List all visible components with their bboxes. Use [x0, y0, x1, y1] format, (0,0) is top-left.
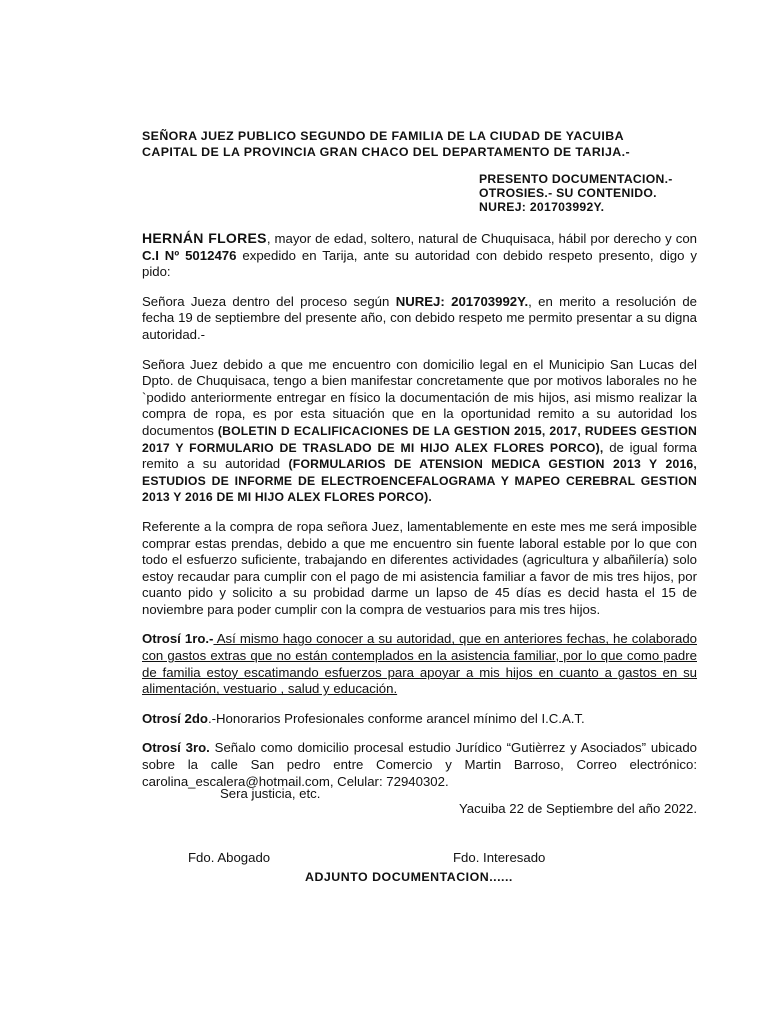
paragraph-1-text-2: , en merito a resolución de fecha 19 de septiembre del presente año, con debido respeto me permito presentar a su digna autoridad.- — [142, 293, 697, 342]
document-heading — [142, 128, 697, 160]
reference-line-3: NUREJ: 201703992Y. — [479, 200, 605, 214]
otrosi-2 — [142, 711, 697, 728]
otrosi-3 — [142, 740, 697, 790]
otrosi-1-text: Así mismo hago conocer a su autoridad, que en anteriores fechas, he colaborado con gastos extras que no están contemplados en la asistencia familiar, por lo que como padre de familia estoy escatimando esfuerzos para apoyar a mis hijos en cuanto a gastos en su alimentación, vestuario , salud y educación. — [142, 631, 697, 697]
nurej-number: NUREJ: 201703992Y. — [395, 293, 529, 309]
documents-list-2: (FORMULARIOS DE ATENSION MEDICA GESTION 2013 Y 2016, ESTUDIOS DE INFORME DE ELECTROENCEFALOGRAMA Y MAPEO CEREBRAL GESTION 2013 Y 2016 DE MI HIJO ALEX FLORES PORCO). — [142, 457, 697, 505]
paragraph-1 — [142, 294, 697, 344]
otrosi-3-label: Otrosí 3ro. — [142, 740, 210, 756]
reference-block — [479, 172, 697, 214]
paragraph-2-text-1: Señora Juez debido a que me encuentro con domicilio legal en el Municipio San Lucas del Dpto. de Chuquisaca, tengo a bien manifestar concretamente que por motivos laborales no he `podido anteriormente entregar en físico la documentación de mis hijos, asi mismo realizar la compra de ropa, es por esta situación que en la oportunidad remito a su autoridad los documentos — [142, 356, 697, 438]
petitioner-name: HERNÁN FLORES — [142, 230, 267, 246]
closing-formula: Sera justicia, etc. — [220, 786, 321, 801]
paragraph-1-text-1: Señora Jueza dentro del proceso según — [142, 293, 396, 309]
intro-paragraph — [142, 230, 697, 281]
otrosi-2-label: Otrosí 2do — [142, 710, 208, 726]
heading-line-1: SEÑORA JUEZ PUBLICO SEGUNDO DE FAMILIA DE LA CIUDAD DE YACUIBA — [142, 129, 624, 143]
heading-line-2: CAPITAL DE LA PROVINCIA GRAN CHACO DEL DEPARTAMENTO DE TARIJA.- — [142, 145, 631, 159]
legal-document — [142, 128, 697, 790]
signature-interested: Fdo. Interesado — [453, 850, 546, 865]
intro-text-2: expedido en Tarija, ante su autoridad con debido respeto presento, digo y pido: — [142, 247, 697, 280]
otrosi-2-text: .-Honorarios Profesionales conforme arancel mínimo del I.C.A.T. — [207, 710, 585, 726]
signature-lawyer: Fdo. Abogado — [188, 850, 271, 865]
place-and-date: Yacuiba 22 de Septiembre del año 2022. — [458, 801, 697, 816]
paragraph-2 — [142, 357, 697, 506]
reference-line-2: OTROSIES.- SU CONTENIDO. — [479, 186, 657, 200]
ci-number: C.I Nº 5012476 — [142, 247, 237, 263]
intro-text-1: , mayor de edad, soltero, natural de Chuquisaca, hábil por derecho y con — [266, 231, 698, 246]
paragraph-2-text-2: de igual forma remito a su autoridad — [142, 439, 697, 472]
otrosi-1-label: Otrosí 1ro.- — [142, 631, 214, 647]
attachment-note: ADJUNTO DOCUMENTACION...... — [305, 870, 513, 884]
otrosi-3-text: Señalo como domicilio procesal estudio Jurídico “Gutièrrez y Asociados” ubicado sobre la calle San pedro entre Comercio y Martin Barroso, Correo electrónico: carolina_escalera@hotmail.com, Celular: 72940302. — [142, 740, 698, 789]
otrosi-1 — [142, 631, 697, 697]
documents-list-1: (BOLETIN D ECALIFICACIONES DE LA GESTION 2015, 2017, RUDEES GESTION 2017 Y FORMULARIO DE TRASLADO DE MI HIJO ALEX FLORES PORCO), — [142, 423, 697, 455]
reference-line-1: PRESENTO DOCUMENTACION.- — [479, 172, 673, 186]
paragraph-3: Referente a la compra de ropa señora Juez, lamentablemente en este mes me será imposible comprar estas prendas, debido a que me encuentro sin fuente laboral estable por lo que con todo el esfuerzo suficiente, trabajando en diferentes actividades (agricultura y albañilería) solo estoy recaudar para cumplir con el pago de mi asistencia familiar a favor de mis tres hijos, por cuanto pido y solicito a su probidad darme un lapso de 45 días es decid hasta el 15 de noviembre para poder cumplir con la compra de vestuarios para mis tres hijos. — [142, 518, 697, 617]
